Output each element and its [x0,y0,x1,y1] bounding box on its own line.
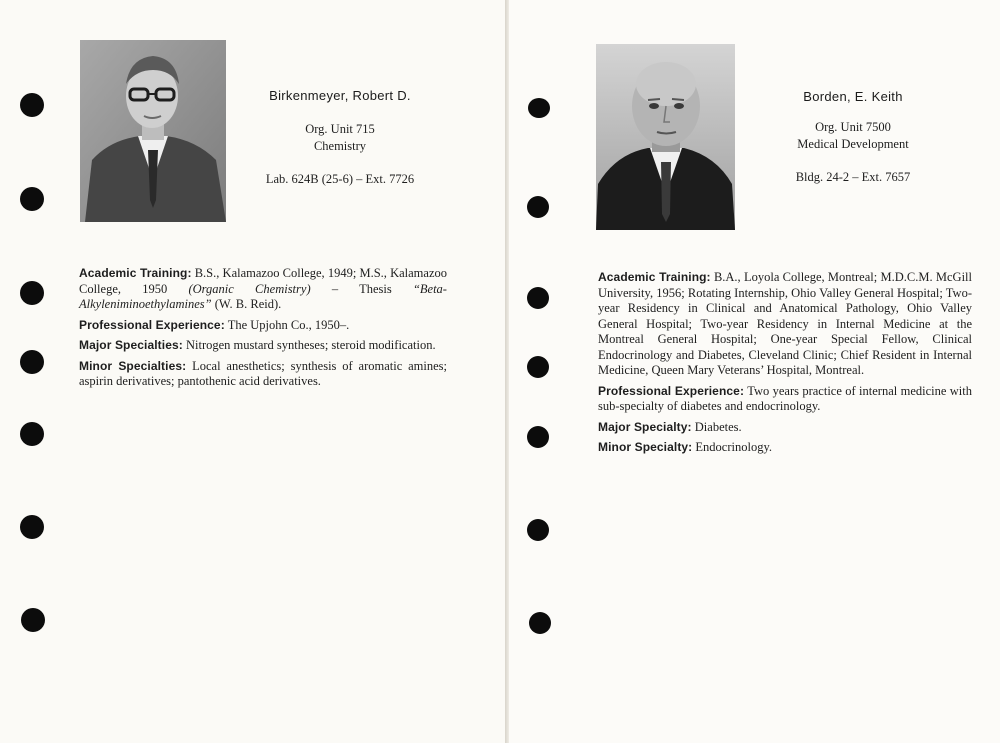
binder-hole [527,287,549,309]
minor-specialties [79,359,447,390]
binder-hole [20,187,44,211]
binder-hole [528,98,550,118]
binder-hole [527,356,549,378]
section-text: B.S., Kalamazoo College, 1949; M.S., Kalamazoo College, 1950 [79,266,447,296]
thesis-title: “Beta-Alkyleniminoethylamines” [79,281,447,311]
professional-experience [79,318,447,334]
minor-specialty [598,440,972,456]
location-extension: Lab. 624B (25-6) – Ext. 7726 [265,172,415,186]
section-label: Professional Experience: [79,317,225,332]
binder-hole [20,281,44,305]
right-page [509,0,1000,743]
professional-experience [598,384,972,415]
section-label: Professional Experience: [598,383,745,398]
portrait-photo [596,44,735,230]
section-text: The Upjohn Co., 1950–. [224,317,350,332]
section-text: Local anesthetics; synthesis of aromatic amines; aspirin derivatives; pantothenic acid derivatives. [79,358,447,388]
section-text: Endocrinology. [692,440,773,454]
binder-hole [20,515,44,539]
section-text: Nitrogen mustard syntheses; steroid modification. [182,338,436,352]
academic-training [79,266,447,313]
portrait-photo [80,40,226,222]
department: Chemistry [313,138,367,153]
binder-hole [527,196,549,218]
section-text: Two years practice of internal medicine with sub-specialty of diabetes and endocrinology. [598,383,972,413]
profile-details [79,266,447,395]
location-extension: Bldg. 24-2 – Ext. 7657 [795,170,911,184]
section-text: Diabetes. [691,419,742,434]
major-specialty [598,420,972,436]
section-label: Academic Training: [598,270,711,284]
section-text-italic: (Organic Chemistry) [188,281,311,296]
binder-hole [21,608,45,632]
section-text: B.A., Loyola College, Montreal; M.D.C.M. McGill University, 1956; Rotating Internship, Ohio Valley General Hospital; Two-year Residency in Clinical and Anatomical Pathology, Ohio Valley General Hospital; Two-year Residency in Internal Medicine at the Montreal General Hospital; One-year Special Fellow, Clinical Endocrinology and Diabetes, Cleveland Clinic; Chief Resident in Internal Medicine, Queen Mary Veterans’ Hospital, Montreal. [598,270,972,377]
binder-hole [20,93,44,117]
contact-info [240,121,440,188]
section-label: Academic Training: [79,266,192,280]
major-specialties [79,338,447,354]
academic-training [598,270,972,379]
section-text: (W. B. Reid). [211,297,282,311]
org-unit: Org. Unit 7500 [815,120,891,134]
section-label: Major Specialty: [598,419,692,434]
binder-hole [527,519,549,541]
person-name: Borden, E. Keith [803,89,903,104]
section-label: Major Specialties: [79,338,183,352]
profile-details [598,270,972,461]
binder-hole [20,350,44,374]
binder-hole [529,612,551,634]
department: Medical Development [797,136,909,151]
person-name: Birkenmeyer, Robert D. [269,88,411,103]
org-unit: Org. Unit 715 [305,122,375,136]
section-text: – Thesis [310,281,413,296]
section-label: Minor Specialties: [79,358,187,373]
contact-info [753,119,953,186]
binder-hole [527,426,549,448]
section-label: Minor Specialty: [598,440,693,454]
binder-hole [20,422,44,446]
